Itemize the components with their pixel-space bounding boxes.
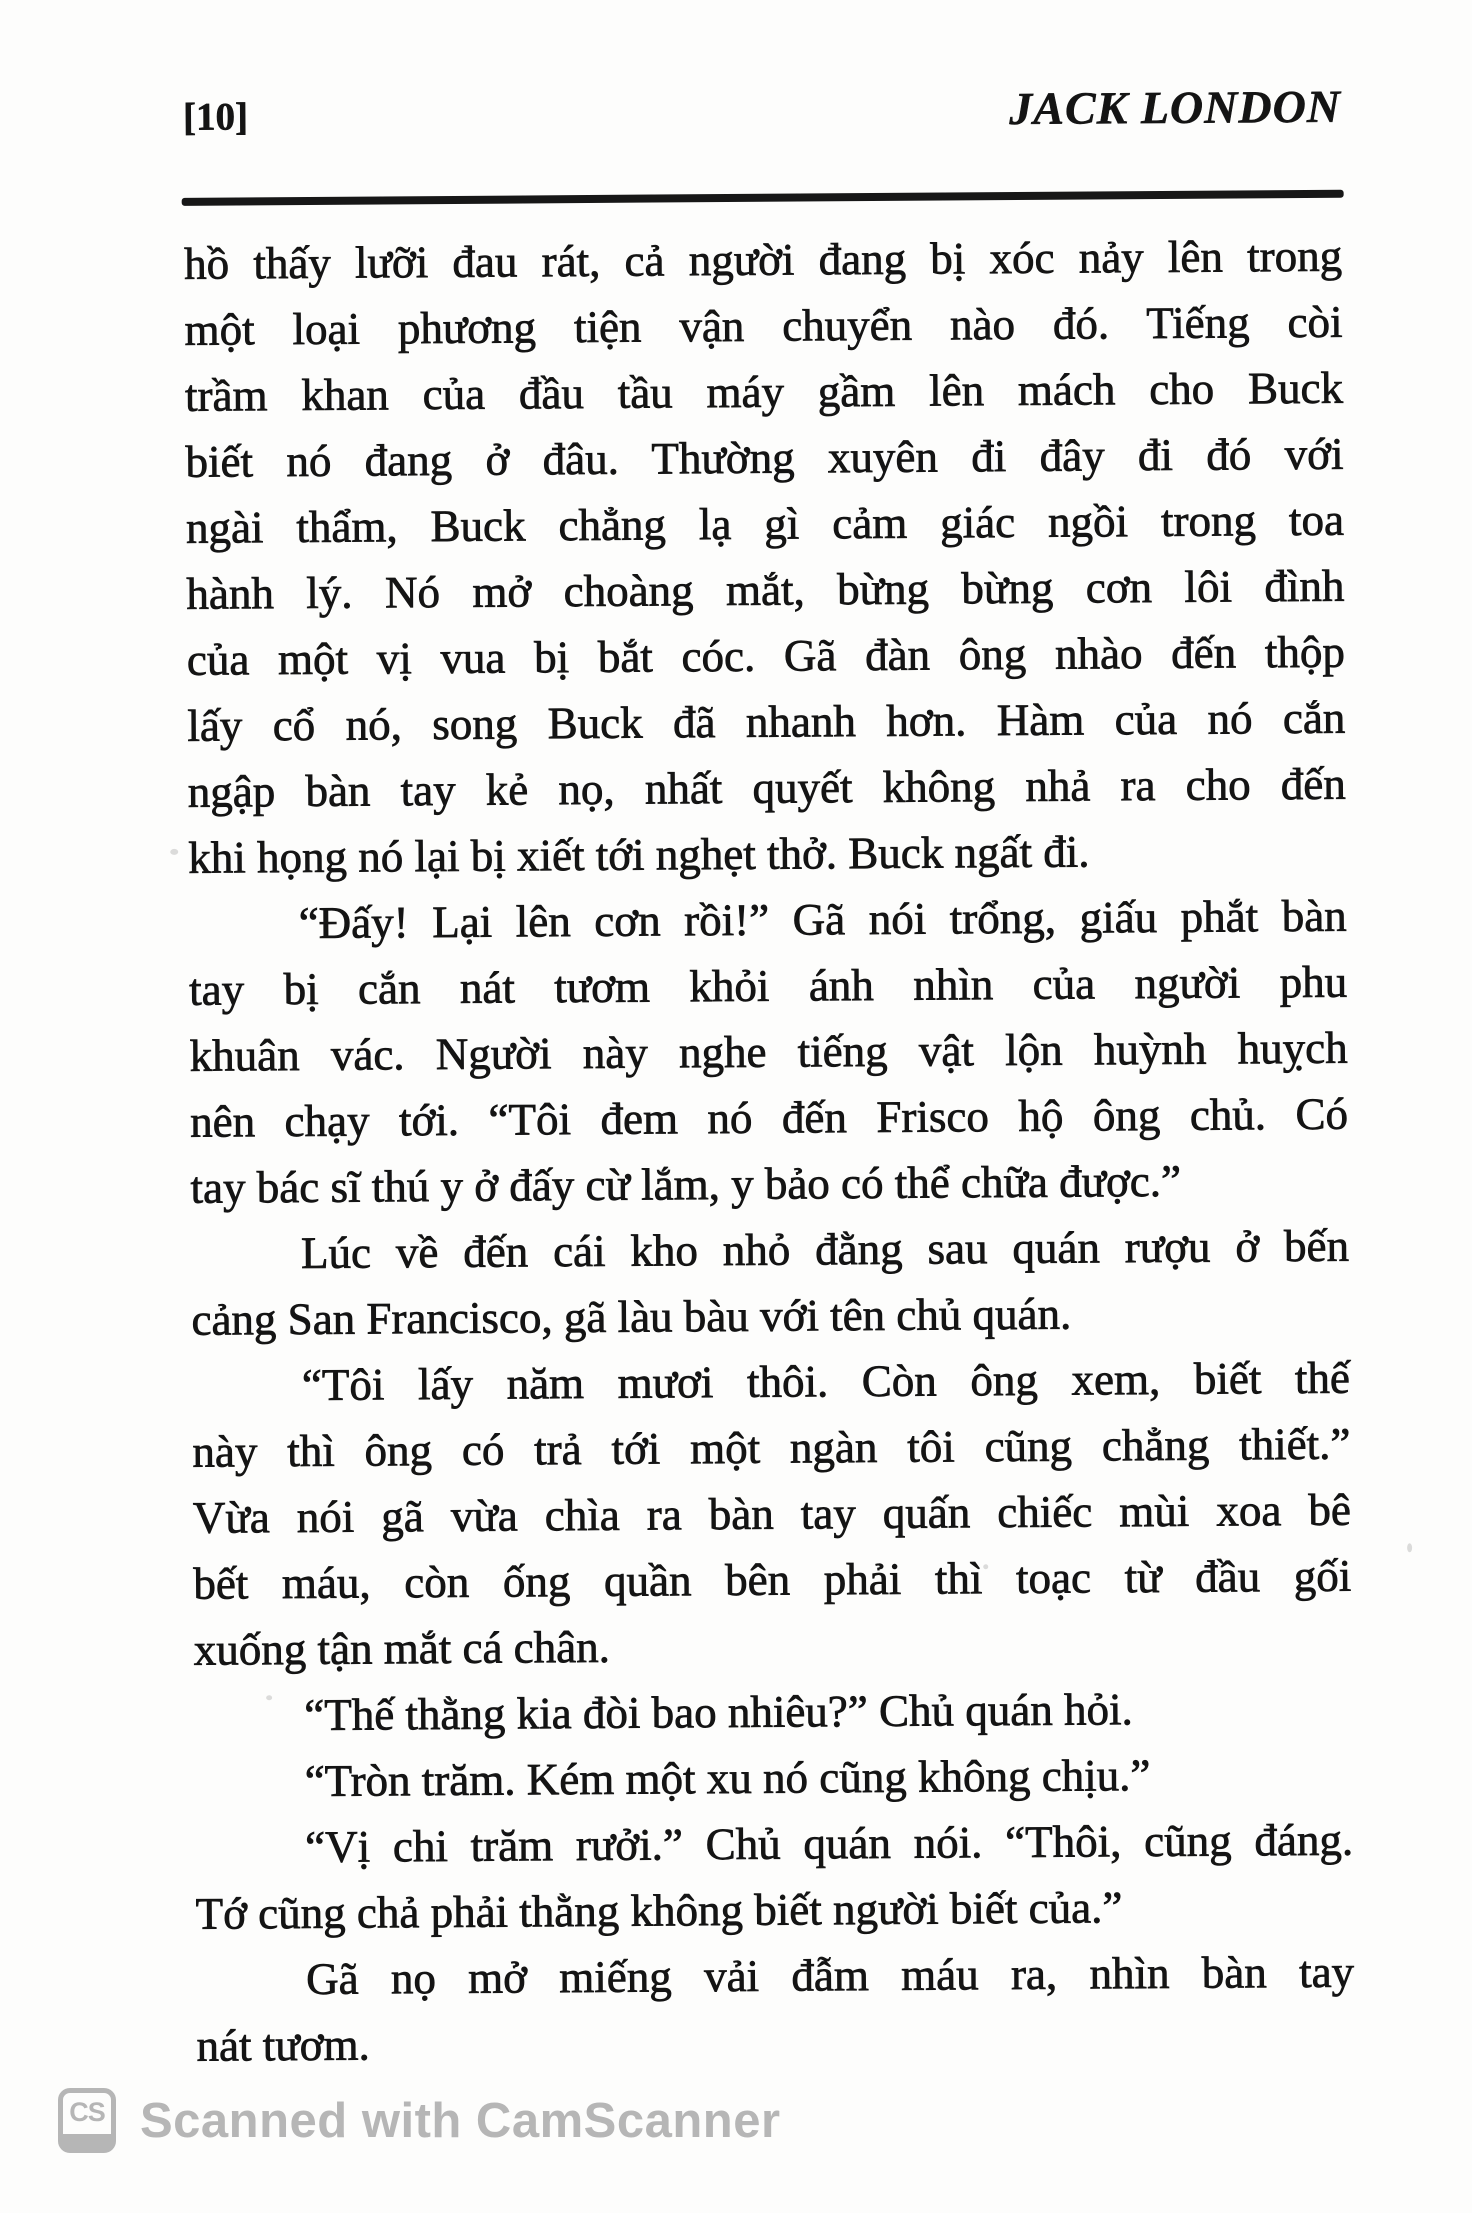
text-line: xuống tận mắt cá chân. (193, 1621, 611, 1675)
text-line: nên chạy tới. “Tôi đem nó đến Frisco hộ ông chủ. Có (189, 1088, 1349, 1147)
text-line: bết máu, còn ống quần bên phải thì toạc từ đầu gối (193, 1550, 1352, 1609)
page-number: [10] (182, 95, 249, 139)
paragraph (188, 883, 1348, 1221)
paragraph (194, 1741, 1352, 1815)
paragraph (184, 223, 1347, 891)
scan-speck (983, 1564, 988, 1569)
text-line: biết nó đang ở đâu. Thường xuyên đi đây đi đó với (185, 428, 1344, 487)
camscanner-icon-base (62, 2134, 112, 2149)
text-line: Gã nọ mở miếng vải đẫm máu ra, nhìn bàn tay (305, 1946, 1355, 2005)
text-line: tay bị cắn nát tươm khỏi ánh nhìn của người phu (189, 956, 1348, 1015)
text-line: trầm khan của đầu tầu máy gầm lên mách cho Buck (184, 362, 1344, 421)
text-line: “Đấy! Lại lên cơn rồi!” Gã nói trổng, giấu phắt bàn (298, 890, 1347, 949)
text-line: ngài thẩm, Buck chẳng lạ gì cảm giác ngồi trong toa (185, 494, 1345, 553)
text-line: Tớ cũng chả phải thằng không biết người biết của.” (195, 1882, 1123, 1939)
text-line: ngập bàn tay kẻ nọ, nhất quyết không nhả ra cho đến (187, 758, 1346, 817)
text-line: “Vị chi trăm rưởi.” Chủ quán nói. “Thôi, cũng đáng. (305, 1814, 1354, 1873)
text-line: Vừa nói gã vừa chìa ra bàn tay quấn chiếc mùi xoa bê (192, 1484, 1352, 1543)
text-line: khuân vác. Người này nghe tiếng vật lộn huỳnh huỵch (189, 1022, 1348, 1081)
text-line: cảng San Francisco, gã làu bàu với tên chủ quán. (191, 1288, 1072, 1345)
camscanner-watermark (58, 2088, 781, 2153)
body-text (184, 223, 1355, 2079)
paragraph (195, 1807, 1354, 1947)
page-header (183, 80, 1341, 141)
text-line: Lúc về đến cái kho nhỏ đằng sau quán rượu ở bến (300, 1220, 1350, 1279)
watermark-text: Scanned with CamScanner (140, 2093, 781, 2148)
text-line: nát tươm. (196, 2019, 370, 2071)
text-line: “Tròn trăm. Kém một xu nó cũng không chịu.” (304, 1750, 1151, 1807)
text-line: của một vị vua bị bắt cóc. Gã đàn ông nhào đến thộp (186, 626, 1346, 685)
scan-speck (266, 1695, 272, 1700)
camscanner-icon (58, 2088, 116, 2153)
text-line: tay bác sĩ thú y ở đấy cừ lắm, y bảo có thể chữa được.” (190, 1155, 1182, 1213)
text-line: hồ thấy lưỡi đau rát, cả người đang bị xóc nảy lên trong (183, 230, 1343, 289)
scan-speck (170, 849, 178, 855)
text-line: hành lý. Nó mở choàng mắt, bừng bừng cơn lôi đình (186, 560, 1345, 619)
running-title: JACK LONDON (1009, 80, 1342, 135)
text-line: này thì ông có trả tới một ngàn tôi cũng chẳng thiết.” (192, 1418, 1351, 1477)
text-line: khi họng nó lại bị xiết tới nghẹt thở. Buck ngất đi. (188, 826, 1090, 883)
paragraph (196, 1939, 1355, 2079)
text-line: lấy cổ nó, song Buck đã nhanh hơn. Hàm của nó cắn (187, 692, 1346, 751)
paragraph (191, 1213, 1350, 1353)
paragraph (192, 1345, 1352, 1683)
text-line: một loại phương tiện vận chuyển nào đó. Tiếng còi (184, 296, 1343, 355)
text-line: “Thế thằng kia đòi bao nhiêu?” Chủ quán hỏi. (304, 1684, 1133, 1741)
paragraph (194, 1675, 1352, 1749)
camscanner-icon-label: CS (69, 2097, 105, 2127)
header-rule (182, 190, 1344, 206)
scan-speck (1407, 1543, 1412, 1552)
text-line: “Tôi lấy năm mươi thôi. Còn ông xem, biết thế (301, 1352, 1351, 1411)
